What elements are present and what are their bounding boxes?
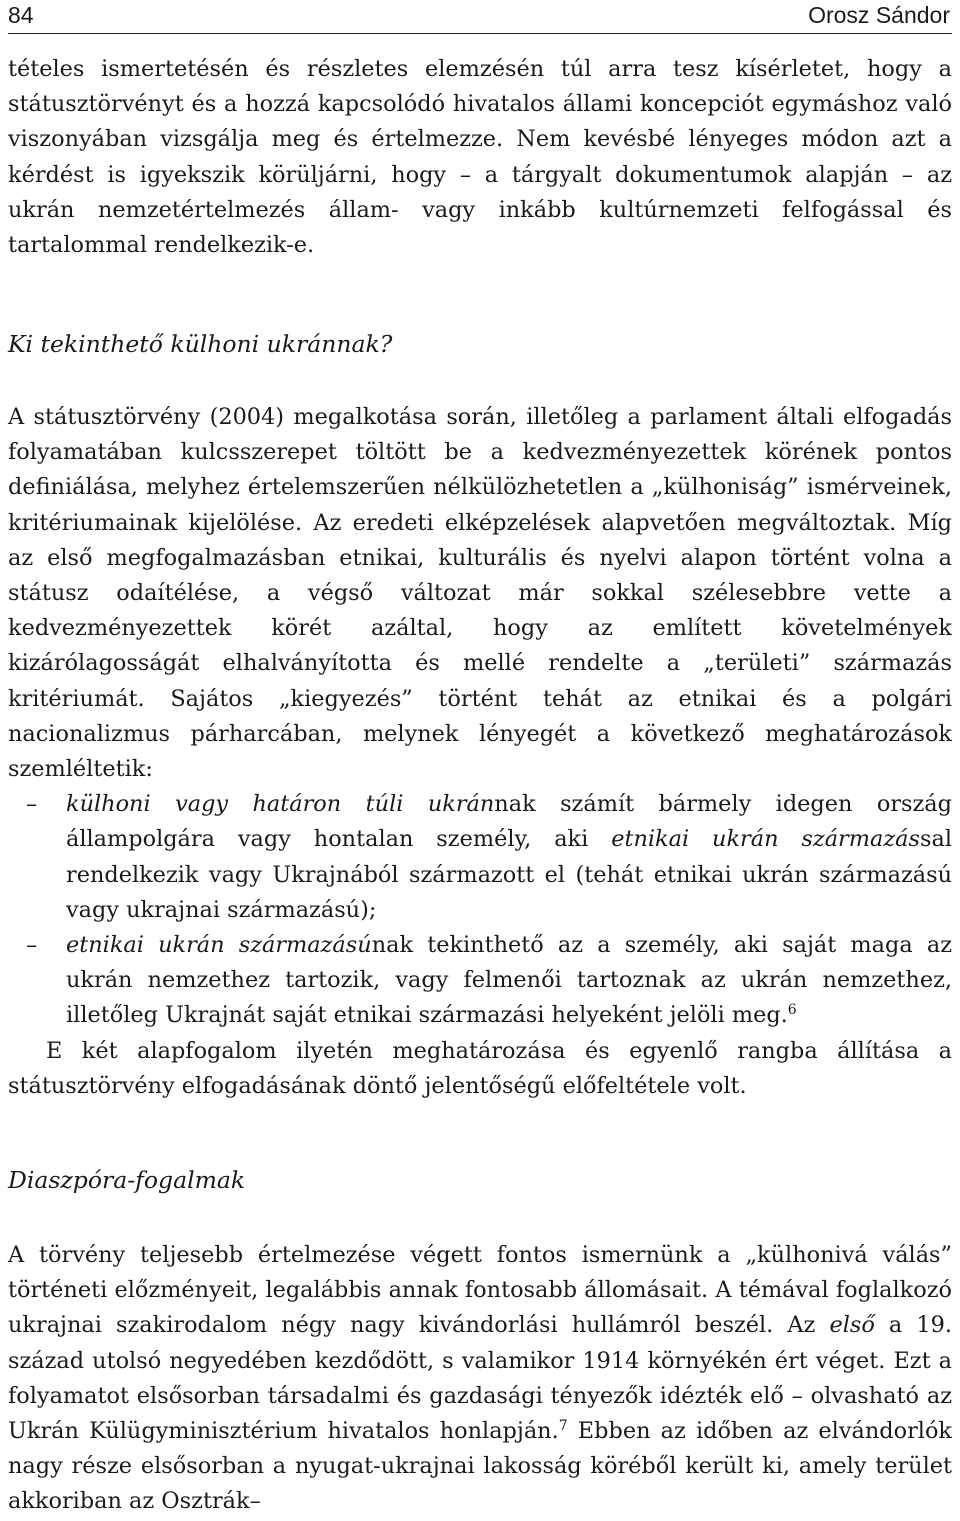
section-heading-kulhoni: Ki tekinthető külhoni ukránnak? — [8, 330, 393, 358]
paragraph-text: a 19. század utolsó negyedében kezdődött, s valamikor 1914 környékén ért véget. Ezt a folyamatot elsősorban társadalmi és gazdasági tényezők idézték elő – olvasható az Ukrán Külügyminisztérium hivatalos honlapján. — [8, 1312, 952, 1445]
footnote-marker: 7 — [558, 1418, 568, 1435]
intro-paragraph: tételes ismertetésén és részletes elemzésén túl arra tesz kísérletet, hogy a státusztörvényt és a hozzá kapcsolódó hivatalos állami koncepciót egymáshoz való viszonyában vizsgálja meg és értelmezze. Nem kevésbé lényeges módon azt a kérdést is igyekszik körüljárni, hogy – a tárgyalt dokumentumok alapján – az ukrán nemzetértelmezés állam- vagy inkább kultúrnemzeti felfogással és tartalommal rendelkezik-e. — [8, 56, 952, 259]
definition-item — [8, 928, 952, 1034]
closing-paragraph: E két alapfogalom ilyetén meghatározása és egyenlő rangba állítása a státusztörvény elfogadásának döntő jelentőségű előfeltétele volt. — [8, 1037, 952, 1099]
paragraph-text: Ebben az időben az elvándorlók nagy része elsősorban a nyugat-ukrajnai lakosság köréből került ki, amely terület akkoriban az Osztrák– — [8, 1418, 952, 1515]
footnote-marker: 6 — [787, 1002, 797, 1019]
definition-text: sal rendelkezik vagy Ukrajnából származott el (tehát etnikai ukrán származású vagy ukrajnai származású); — [66, 826, 952, 923]
defined-term: külhoni vagy határon túli ukrán — [66, 791, 495, 818]
definition-text: nak számít bármely idegen ország állampolgára vagy hontalan személy, aki — [66, 791, 952, 853]
section1-paragraph: A státusztörvény (2004) megalkotása során, illetőleg a parlament általi elfogadás folyamatában kulcsszerepet töltött be a kedvezményezettek körének pontos definiálása, melyhez értelemszerűen nélkülözhetetlen a „külhoniság” ismérveinek, kritériumainak kijelölése. Az eredeti elképzelések alapvetően megváltoztak. Míg az első megfogalmazásban etnikai, kulturális és nyelvi alapon történt volna a státusz odaítélése, a végső változat már sokkal szélesebbre vette a kedvezményezettek körét azáltal, hogy az említett követelmények kizárólagosságát elhalványította és mellé rendelte a „területi” származás kritériumát. Sajátos „kiegyezés” történt tehát az etnikai és a polgári nacionalizmus párharcában, melynek lényegét a következő meghatározások szemléltetik: — [8, 404, 952, 783]
section1-block — [8, 400, 952, 1104]
defined-term: etnikai ukrán származás — [611, 826, 920, 853]
section2-block — [8, 1238, 952, 1520]
emphasis-text: első — [829, 1312, 875, 1339]
section2-paragraph — [8, 1238, 952, 1520]
paragraph-text: A törvény teljesebb értelmezése végett fontos ismernünk a „külhonivá válás” történeti előzményeit, legalábbis annak fontosabb állomásait. A témával foglalkozó ukrajnai szakirodalom négy nagy kivándorlási hullámról beszél. Az — [8, 1242, 952, 1339]
definition-item — [8, 787, 952, 928]
intro-block — [8, 52, 952, 263]
definition-list — [8, 787, 952, 1033]
defined-term: etnikai ukrán származású — [66, 932, 372, 959]
definition-text: nak tekinthető az a személy, aki saját maga az ukrán nemzethez tartozik, vagy felmenői tartoznak az ukrán nemzethez, illetőleg Ukrajnát saját etnikai származási helyeként jelöli meg. — [66, 932, 952, 1029]
page-number: 84 — [8, 2, 34, 28]
section-heading-diaszpora: Diaszpóra-fogalmak — [8, 1166, 246, 1194]
running-header — [8, 0, 952, 34]
running-author: Orosz Sándor — [808, 2, 950, 28]
